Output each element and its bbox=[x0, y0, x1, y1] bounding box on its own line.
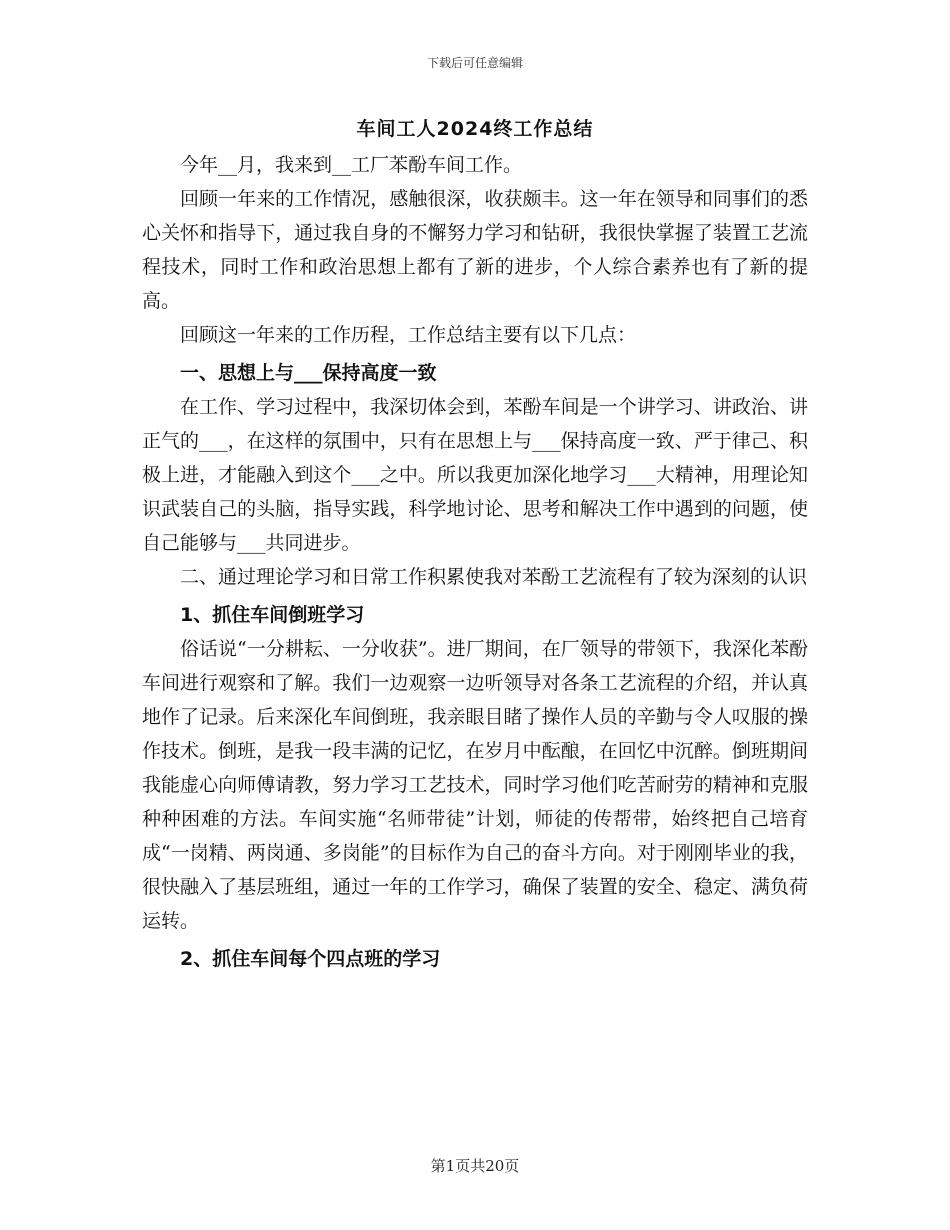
paragraph-summary-points: 回顾这一年来的工作历程，工作总结主要有以下几点： bbox=[180, 324, 637, 346]
document-body bbox=[142, 110, 808, 976]
paragraph-intro: 今年__月，我来到__工厂苯酚车间工作。 bbox=[180, 154, 523, 176]
header-note: 下载后可任意编辑 bbox=[426, 56, 523, 70]
section-heading-1: 一、思想上与___保持高度一致 bbox=[180, 362, 437, 384]
paragraph-thought: 在工作、学习过程中，我深切体会到，苯酚车间是一个讲学习、讲政治、讲正气的___，在这样的氛围中，只有在思想上与___保持高度一致、严于律己、积极上进，才能融入到这个___之中。所以我更加深化地学习___大精神，用理论知识武装自己的头脑，指导实践，科学地讨论、思考和解决工作中遇到的问题，使自己能够与___共同进步。 bbox=[142, 396, 808, 554]
paragraph-section-2: 二、通过理论学习和日常工作积累使我对苯酚工艺流程有了较为深刻的认识 bbox=[180, 566, 808, 588]
subsection-heading-1: 1、抓住车间倒班学习 bbox=[180, 604, 365, 626]
paragraph-review: 回顾一年来的工作情况，感触很深，收获颇丰。这一年在领导和同事们的悉心关怀和指导下，通过我自身的不懈努力学习和钻研，我很快掌握了装置工艺流程技术，同时工作和政治思想上都有了新的进步，个人综合素养也有了新的提高。 bbox=[142, 188, 808, 312]
document-title: 车间工人2024终工作总结 bbox=[356, 118, 594, 140]
paragraph-shift-learning: 俗话说“一分耕耘、一分收获”。进厂期间，在厂领导的带领下，我深化苯酚车间进行观察和了解。我们一边观察一边听领导对各条工艺流程的介绍，并认真地作了记录。后来深化车间倒班，我亲眼目睹了操作人员的辛勤与令人叹服的操作技术。倒班，是我一段丰满的记忆，在岁月中酝酿，在回忆中沉醉。倒班期间我能虚心向师傅请教，努力学习工艺技术，同时学习他们吃苦耐劳的精神和克服种种困难的方法。车间实施“名师带徒”计划，师徒的传帮带，始终把自己培育成“一岗精、两岗通、多岗能”的目标作为自己的奋斗方向。对于刚刚毕业的我，很快融入了基层班组，通过一年的工作学习，确保了装置的安全、稳定、满负荷运转。 bbox=[142, 638, 808, 932]
page-number: 第1页共20页 bbox=[430, 1157, 520, 1175]
subsection-heading-2: 2、抓住车间每个四点班的学习 bbox=[180, 948, 441, 970]
